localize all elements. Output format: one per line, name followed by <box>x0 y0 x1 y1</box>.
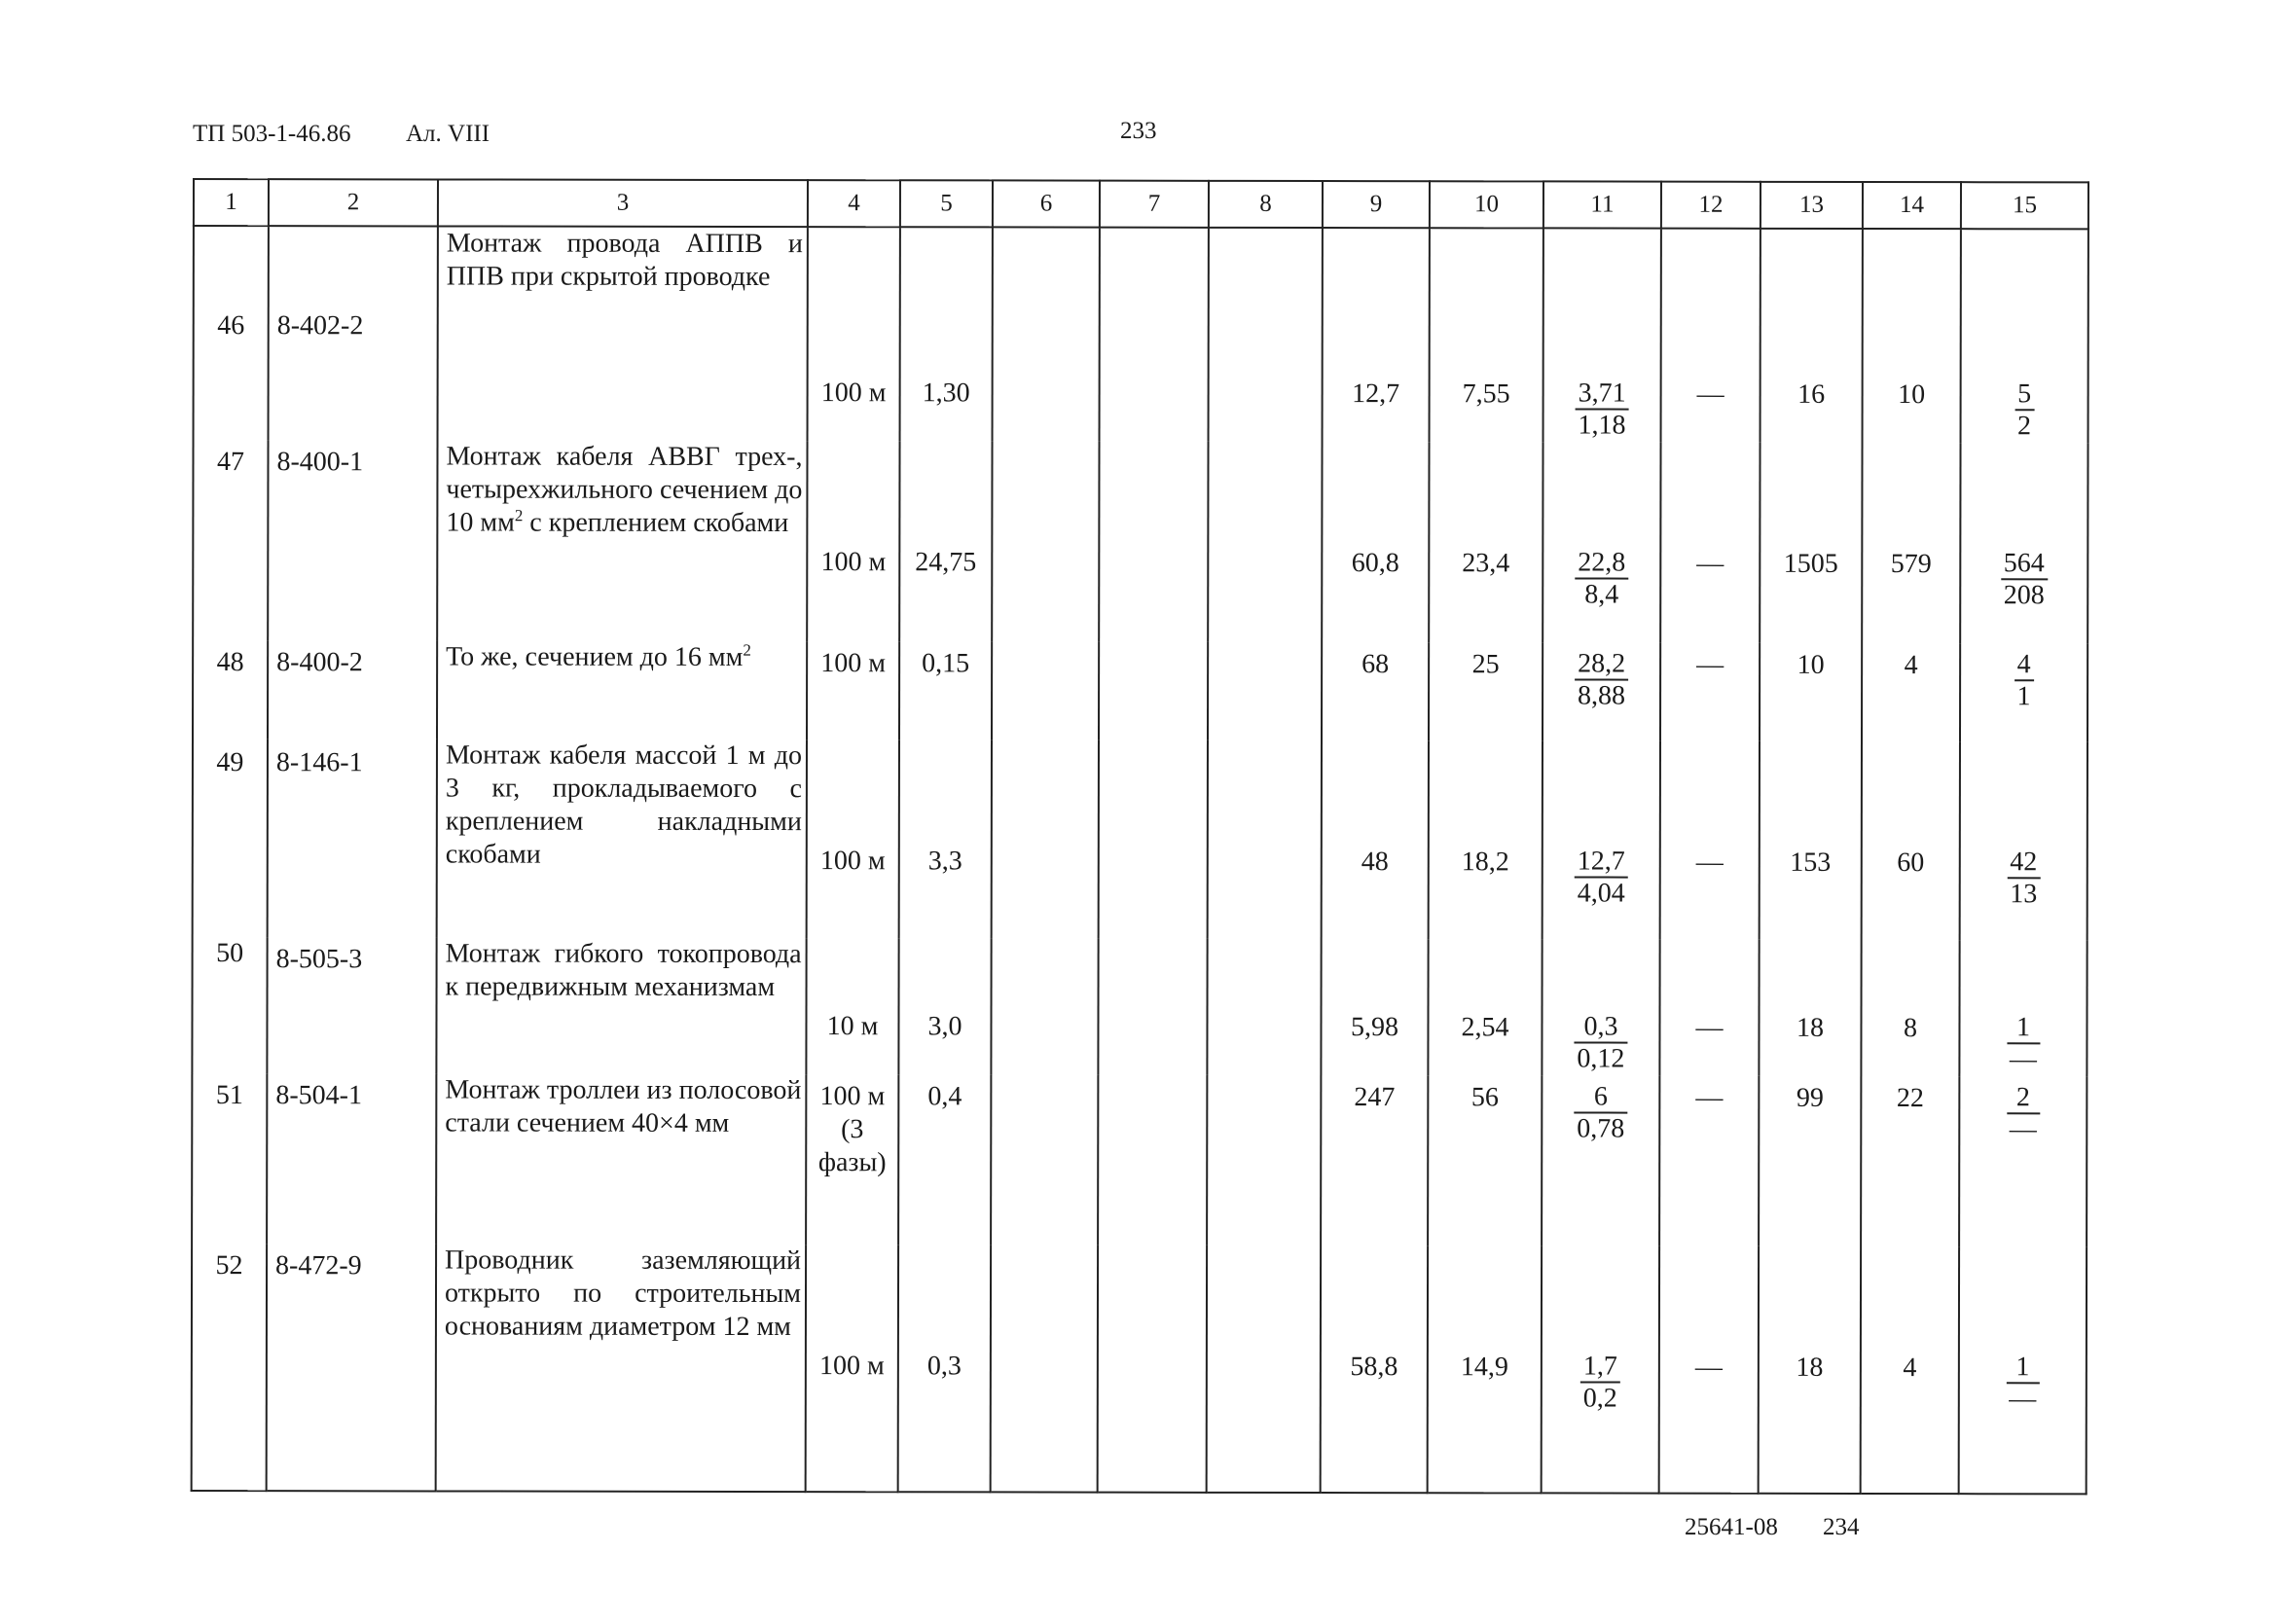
value-col12: — <box>1660 741 1760 940</box>
quantity: 0,15 <box>899 641 992 740</box>
empty-cell <box>991 1074 1098 1245</box>
fraction-col11 <box>1543 442 1660 642</box>
fraction-numerator: 4 <box>2015 649 2034 681</box>
value-col9: 12,7 <box>1323 228 1430 442</box>
value-col9: 58,8 <box>1321 1245 1428 1493</box>
fraction-numerator: 0,3 <box>1574 1011 1627 1043</box>
empty-cell <box>991 1245 1098 1492</box>
next-page-number: 234 <box>1823 1514 1860 1540</box>
work-description <box>437 640 807 740</box>
value-col9: 247 <box>1321 1075 1428 1245</box>
fraction-col15 <box>1959 940 2087 1076</box>
value-col10: 14,9 <box>1428 1245 1542 1493</box>
work-description: Монтаж провода АППВ и ППВ при скрытой проводке <box>438 226 808 441</box>
rate-code: 8-402-2 <box>269 226 438 440</box>
unit: 100 м (3 фазы) <box>806 1074 898 1245</box>
value-col12: — <box>1660 443 1760 643</box>
value-col14: 8 <box>1861 940 1959 1076</box>
fraction-denominator: 0,12 <box>1577 1043 1625 1074</box>
fraction-col11 <box>1542 1245 1659 1493</box>
column-header: 12 <box>1661 182 1761 229</box>
row-number: 50 <box>192 937 267 1073</box>
rate-code: 8-504-1 <box>267 1073 436 1244</box>
fraction-col11 <box>1543 642 1660 740</box>
value-col13: 16 <box>1761 229 1863 443</box>
value-col12: — <box>1660 643 1760 741</box>
empty-cell <box>992 441 1099 641</box>
fraction-col15 <box>1961 229 2088 443</box>
value-col9: 68 <box>1322 642 1429 740</box>
empty-cell <box>1098 1075 1207 1245</box>
work-description: Монтаж кабеля массой 1 м до 3 кг, прокладываемого с креплением накладными скобами <box>437 739 807 938</box>
fraction-col15 <box>1960 443 2087 643</box>
fraction-col11 <box>1543 740 1660 939</box>
unit: 100 м <box>807 641 899 740</box>
fraction-denominator: 1 <box>2016 681 2031 712</box>
empty-cell <box>1099 740 1208 939</box>
value-col14: 60 <box>1862 741 1960 940</box>
fraction-denominator: 8,88 <box>1578 680 1626 711</box>
fraction-denominator: — <box>2009 1384 2037 1415</box>
column-header: 10 <box>1430 181 1543 228</box>
empty-cell <box>1100 228 1209 442</box>
value-col12: — <box>1659 1246 1759 1494</box>
column-header: 9 <box>1323 181 1430 228</box>
column-number-row <box>194 179 2088 229</box>
work-description: Проводник заземляющий открыто по строительным основаниям диаметром 12 мм <box>436 1244 806 1492</box>
empty-cell <box>1208 442 1322 642</box>
row-number: 47 <box>193 440 268 640</box>
quantity: 1,30 <box>900 227 993 441</box>
column-header: 7 <box>1100 181 1209 228</box>
fraction-denominator: 2 <box>2017 411 2032 442</box>
value-col14: 10 <box>1863 229 1961 443</box>
fraction-numerator: 3,71 <box>1576 378 1629 410</box>
column-header: 6 <box>993 180 1100 227</box>
value-col9: 60,8 <box>1322 442 1429 642</box>
fraction-numerator: 5 <box>2015 379 2034 411</box>
empty-cell <box>1098 1245 1207 1493</box>
fraction-numerator: 42 <box>2007 847 2040 879</box>
fraction-col15 <box>1960 741 2087 940</box>
value-col10: 56 <box>1428 1075 1542 1245</box>
table-row <box>193 640 2087 741</box>
page-number: 233 <box>1120 118 1157 144</box>
empty-cell <box>1098 939 1207 1075</box>
fraction-denominator: 0,2 <box>1582 1383 1617 1414</box>
quantity: 0,4 <box>898 1074 991 1245</box>
column-header: 8 <box>1209 181 1323 228</box>
fraction-numerator: 12,7 <box>1575 846 1628 878</box>
value-col14: 4 <box>1861 1246 1959 1494</box>
fraction-numerator: 6 <box>1574 1081 1627 1113</box>
fraction-numerator: 1 <box>2007 1012 2040 1044</box>
album-number: Ал. VIII <box>406 121 490 147</box>
column-header: 2 <box>269 179 438 226</box>
fraction-denominator: 8,4 <box>1584 579 1619 610</box>
document-number: 25641-08 <box>1685 1514 1778 1540</box>
fraction-col15 <box>1959 1246 2087 1494</box>
empty-cell <box>993 227 1100 441</box>
value-col10: 18,2 <box>1429 740 1543 939</box>
fraction-denominator: 0,78 <box>1577 1113 1625 1144</box>
value-col13: 18 <box>1759 1246 1861 1494</box>
empty-cell <box>1209 228 1323 442</box>
value-col13: 10 <box>1760 643 1862 741</box>
fraction-denominator: 1,18 <box>1578 410 1626 441</box>
empty-cell <box>992 641 1099 740</box>
fraction-denominator: 13 <box>2010 879 2038 910</box>
fraction-denominator: 208 <box>2003 580 2045 611</box>
fraction-denominator: — <box>2009 1114 2037 1145</box>
table-row <box>192 1073 2087 1246</box>
quantity: 3,0 <box>898 938 991 1074</box>
unit: 100 м <box>808 227 900 441</box>
column-header: 3 <box>438 179 808 227</box>
document-code: ТП 503-1-46.86 <box>193 121 351 147</box>
empty-cell <box>992 740 1099 938</box>
fraction-numerator: 28,2 <box>1575 648 1628 680</box>
value-col13: 1505 <box>1760 443 1862 643</box>
fraction-numerator: 1,7 <box>1580 1351 1620 1383</box>
row-number: 51 <box>192 1073 267 1244</box>
description-text: Монтаж кабеля АВВГ трех-, четырехжильного сечением до 10 мм <box>446 441 803 538</box>
column-header: 5 <box>900 180 993 227</box>
fraction-col15 <box>1960 643 2087 741</box>
empty-cell <box>1207 939 1321 1075</box>
rate-code: 8-400-1 <box>268 440 437 640</box>
value-col10: 7,55 <box>1430 228 1543 442</box>
value-col13: 153 <box>1760 741 1862 940</box>
value-col12: — <box>1661 229 1761 443</box>
fraction-numerator: 2 <box>2007 1082 2040 1114</box>
unit: 10 м <box>806 938 898 1074</box>
unit: 100 м <box>807 441 899 641</box>
value-col10: 2,54 <box>1428 939 1542 1075</box>
value-col10: 23,4 <box>1429 442 1543 642</box>
fraction-col11 <box>1543 228 1661 442</box>
value-col13: 18 <box>1759 940 1861 1076</box>
table-row <box>192 1244 2087 1494</box>
value-col10: 25 <box>1429 642 1543 740</box>
row-number: 52 <box>192 1244 267 1491</box>
fraction-numerator: 564 <box>2001 548 2048 580</box>
column-header: 14 <box>1863 182 1961 229</box>
description-text: То же, сечением до 16 мм <box>446 641 744 672</box>
fraction-col15 <box>1959 1076 2087 1246</box>
unit: 100 м <box>807 740 899 938</box>
rate-code: 8-146-1 <box>268 739 437 937</box>
fraction-numerator: 1 <box>2006 1352 2039 1384</box>
row-number: 49 <box>193 739 268 937</box>
superscript: 2 <box>514 506 524 525</box>
value-col12: — <box>1659 940 1759 1076</box>
unit: 100 м <box>806 1245 898 1492</box>
fraction-denominator: 4,04 <box>1577 878 1625 909</box>
quantity: 3,3 <box>899 740 992 938</box>
fraction-col11 <box>1542 939 1659 1075</box>
table-row <box>194 226 2088 443</box>
value-col9: 48 <box>1322 740 1429 939</box>
superscript: 2 <box>743 640 751 660</box>
description-text: с креплением скобами <box>523 507 789 539</box>
row-number: 48 <box>193 640 268 739</box>
fraction-denominator: — <box>2009 1044 2037 1075</box>
table-row <box>193 739 2087 940</box>
value-col14: 4 <box>1862 643 1960 741</box>
column-header: 1 <box>194 179 269 226</box>
empty-cell <box>1207 1075 1321 1245</box>
table-row <box>193 440 2087 643</box>
value-col14: 579 <box>1862 443 1960 643</box>
empty-cell <box>1207 1245 1321 1493</box>
empty-cell <box>1208 740 1322 939</box>
fraction-col11 <box>1542 1075 1659 1245</box>
empty-cell <box>991 938 1098 1074</box>
column-header: 15 <box>1961 182 2088 229</box>
rate-code: 8-472-9 <box>267 1244 436 1491</box>
estimate-table <box>191 178 2089 1495</box>
table-row <box>192 937 2087 1076</box>
work-description: Монтаж троллеи из полосовой стали сечением 40×4 мм <box>436 1073 806 1245</box>
quantity: 0,3 <box>898 1245 991 1492</box>
column-header: 11 <box>1543 181 1661 228</box>
work-description <box>437 440 807 641</box>
rate-code: 8-505-3 <box>267 937 436 1073</box>
column-header: 4 <box>808 180 900 227</box>
work-description: Монтаж гибкого токопровода к передвижным механизмам <box>436 937 806 1074</box>
fraction-numerator: 22,8 <box>1575 547 1628 579</box>
rate-code: 8-400-2 <box>268 640 437 739</box>
value-col13: 99 <box>1759 1076 1861 1246</box>
empty-cell <box>1099 642 1208 740</box>
quantity: 24,75 <box>899 441 992 641</box>
empty-cell <box>1208 642 1322 740</box>
value-col14: 22 <box>1861 1076 1959 1246</box>
value-col9: 5,98 <box>1321 939 1428 1075</box>
empty-cell <box>1099 442 1208 642</box>
value-col12: — <box>1659 1076 1759 1246</box>
column-header: 13 <box>1761 182 1863 229</box>
row-number: 46 <box>194 226 269 440</box>
